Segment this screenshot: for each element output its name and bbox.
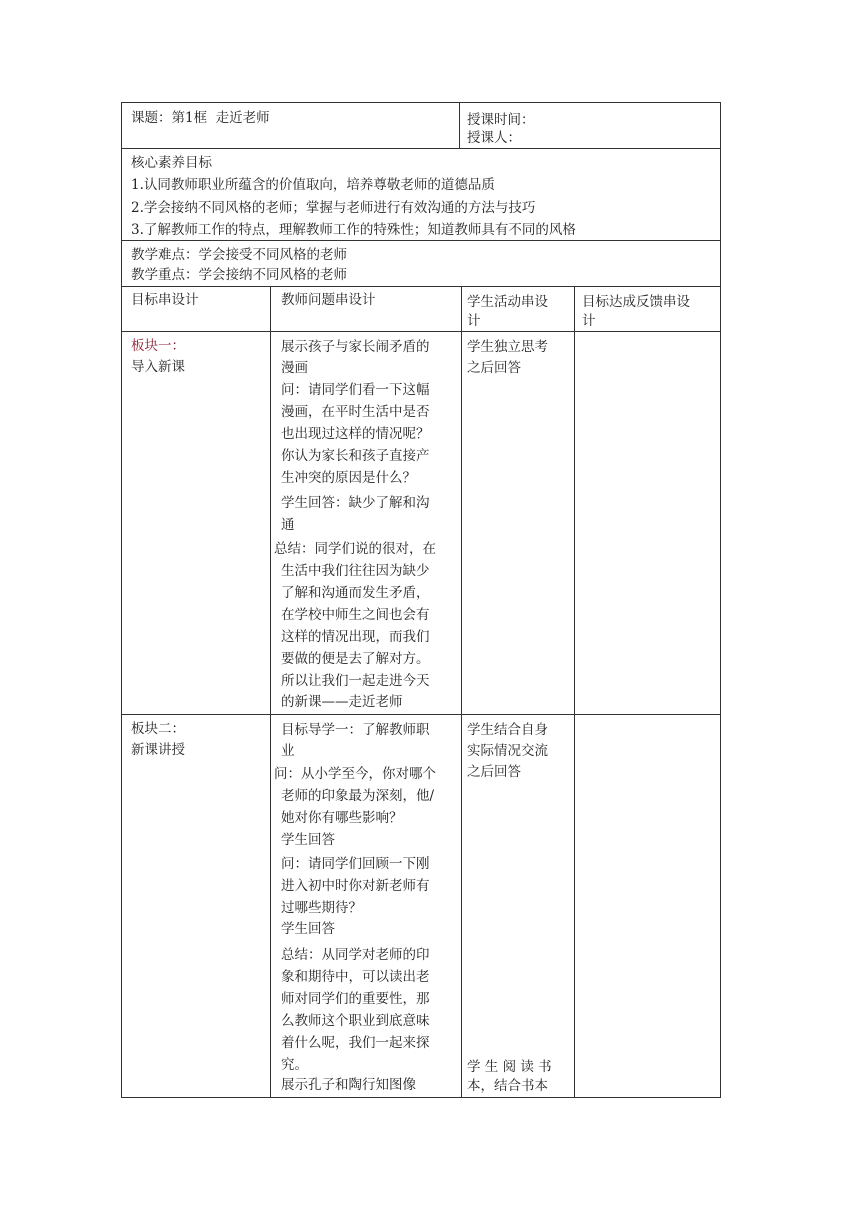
table-border-right (720, 102, 721, 1098)
section1-teacher-line: 漫画，在平时生活中是否 (281, 404, 430, 420)
section2-teacher-line: 业 (281, 743, 295, 759)
section2-teacher-line: 她对你有哪些影响？ (281, 810, 403, 826)
section2-teacher-line: 学生回答 (281, 832, 335, 848)
section1-student-line: 学生独立思考 (467, 339, 548, 355)
section1-teacher-line: 所以让我们一起走进今天 (281, 673, 430, 689)
section2-student-line: 本，结合书本 (467, 1078, 548, 1094)
header-column-divider (459, 102, 460, 148)
section2-student-line: 之后回答 (467, 764, 521, 780)
section2-teacher-line: 过哪些期待？ (281, 900, 362, 916)
section1-teacher-line: 了解和沟通而发生矛盾， (281, 585, 430, 601)
section2-teacher-line: 展示孔子和陶行知图像 (281, 1077, 416, 1093)
section1-teacher-line: 你认为家长和孩子直接产 (281, 448, 430, 464)
teaching-focus: 教学重点：学会接纳不同风格的老师 (131, 267, 347, 283)
section1-student-line: 之后回答 (467, 360, 521, 376)
section1-teacher-line: 在学校中师生之间也会有 (281, 607, 430, 623)
section2-teacher-line: 目标导学一：了解教师职 (281, 722, 430, 738)
teaching-difficulty: 教学难点：学会接受不同风格的老师 (131, 247, 347, 263)
section1-teacher-line: 通 (281, 517, 295, 533)
section2-teacher-line: 师对同学们的重要性，那 (281, 991, 430, 1007)
section2-teacher-line: 老师的印象最为深刻，他/ (281, 788, 435, 804)
column-header-student: 学生活动串设 (467, 294, 548, 310)
section1-teacher-line: 要做的便是去了解对方。 (281, 651, 430, 667)
section1-teacher-line: 学生回答：缺少了解和沟 (281, 495, 430, 511)
section2-teacher-line: 么教师这个职业到底意味 (281, 1013, 430, 1029)
lesson-topic: 课题：第1框 走近老师 (131, 110, 270, 126)
section2-teacher-line: 象和期待中，可以读出老 (281, 969, 430, 985)
column-header-student: 计 (467, 313, 481, 329)
section2-name: 新课讲授 (131, 742, 185, 758)
table-border-top (121, 102, 720, 103)
row-divider (121, 331, 720, 332)
section2-teacher-line: 进入初中时你对新老师有 (281, 878, 430, 894)
row-divider (121, 286, 720, 287)
column-header-goal: 目标串设计 (131, 292, 199, 308)
column-divider (461, 286, 462, 1098)
section1-teacher-line: 生冲突的原因是什么？ (281, 470, 416, 486)
goal-item: 3.了解教师工作的特点，理解教师工作的特殊性；知道教师具有不同的风格 (131, 222, 576, 238)
section1-name: 导入新课 (131, 359, 185, 375)
section1-teacher-line: 这样的情况出现，而我们 (281, 629, 430, 645)
section1-label: 板块一： (131, 338, 185, 354)
section1-teacher-line: 也出现过这样的情况呢？ (281, 426, 430, 442)
table-border-bottom (121, 1097, 720, 1098)
section2-teacher-line: 学生回答 (281, 921, 335, 937)
column-divider (270, 286, 271, 1098)
section1-teacher-line: 漫画 (281, 360, 308, 376)
section2-teacher-line: 问：从小学至今，你对哪个 (274, 766, 436, 782)
section1-teacher-line: 展示孩子与家长闹矛盾的 (281, 339, 430, 355)
column-header-teacher: 教师问题串设计 (281, 292, 376, 308)
goals-title: 核心素养目标 (131, 155, 212, 171)
column-header-feedback: 目标达成反馈串设 (582, 294, 690, 310)
section2-student-line: 实际情况交流 (467, 743, 548, 759)
section2-teacher-line: 问：请同学们回顾一下刚 (281, 856, 430, 872)
goal-item: 2.学会接纳不同风格的老师；掌握与老师进行有效沟通的方法与技巧 (131, 200, 536, 216)
goal-item: 1.认同教师职业所蕴含的价值取向，培养尊敬老师的道德品质 (131, 177, 495, 193)
section1-teacher-line: 的新课——走近老师 (281, 694, 403, 710)
section2-teacher-line: 总结：从同学对老师的印 (281, 947, 430, 963)
row-divider (121, 714, 720, 715)
lesson-teacher-label: 授课人： (467, 130, 521, 146)
lesson-time-label: 授课时间： (467, 112, 535, 128)
section1-teacher-line: 总结：同学们说的很对，在 (274, 541, 436, 557)
section1-teacher-line: 生活中我们往往因为缺少 (281, 563, 430, 579)
table-border-left (121, 102, 122, 1098)
section1-teacher-line: 问：请同学们看一下这幅 (281, 382, 430, 398)
section2-label: 板块二： (131, 721, 185, 737)
section2-student-line: 学生结合自身 (467, 722, 548, 738)
section2-teacher-line: 究。 (281, 1057, 308, 1073)
section2-student-line: 学 生 阅 读 书 (467, 1059, 552, 1075)
column-header-feedback: 计 (582, 313, 596, 329)
row-divider (121, 148, 720, 149)
column-divider (574, 286, 575, 1098)
section2-teacher-line: 着什么呢，我们一起来探 (281, 1035, 430, 1051)
